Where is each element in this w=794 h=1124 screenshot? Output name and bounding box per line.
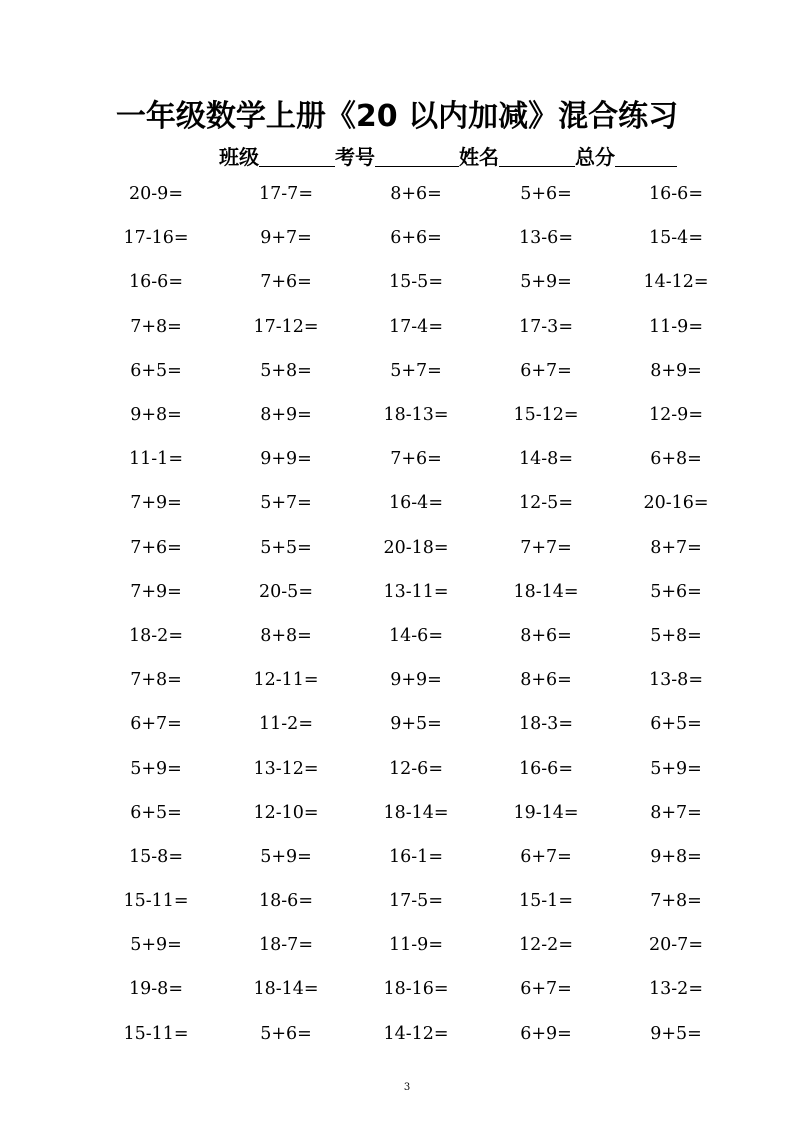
math-problem: 5+6= — [520, 184, 572, 205]
problem-row — [91, 349, 751, 393]
problem-row — [91, 172, 751, 216]
math-problem: 7+6= — [130, 537, 182, 558]
math-problem: 7+8= — [130, 670, 182, 691]
math-problem: 13-8= — [649, 670, 703, 691]
total-score-field[interactable] — [575, 144, 677, 170]
math-problem: 7+8= — [650, 891, 702, 912]
total-score-label: 总分 — [575, 145, 615, 169]
math-problem: 16-6= — [649, 184, 703, 205]
math-problem: 16-1= — [389, 846, 443, 867]
math-problem: 7+7= — [520, 537, 572, 558]
math-problem: 20-5= — [259, 581, 313, 602]
math-problem: 13-6= — [519, 228, 573, 249]
page-number: 3 — [403, 1082, 411, 1093]
math-problem: 18-7= — [259, 935, 313, 956]
math-problem: 12-5= — [519, 493, 573, 514]
math-problem: 14-6= — [389, 625, 443, 646]
math-problem: 6+8= — [650, 449, 702, 470]
problem-row — [91, 879, 751, 923]
math-problem: 6+5= — [130, 802, 182, 823]
problem-row — [91, 1012, 751, 1056]
math-problem: 5+6= — [260, 1023, 312, 1044]
math-problem: 20-16= — [643, 493, 709, 514]
math-problem: 16-6= — [519, 758, 573, 779]
math-problem: 18-14= — [383, 802, 449, 823]
math-problem: 6+7= — [520, 846, 572, 867]
math-problem: 16-4= — [389, 493, 443, 514]
class-label: 班级 — [219, 145, 259, 169]
math-problem: 9+9= — [390, 670, 442, 691]
math-problem: 7+8= — [130, 316, 182, 337]
math-problem: 9+5= — [390, 714, 442, 735]
math-problem: 5+9= — [130, 758, 182, 779]
math-problem: 17-4= — [389, 316, 443, 337]
math-problem: 15-12= — [513, 405, 579, 426]
math-problem: 18-16= — [383, 979, 449, 1000]
math-problem: 6+7= — [520, 979, 572, 1000]
worksheet-title: 一年级数学上册《20 以内加减》混合练习 — [115, 99, 679, 134]
math-problem: 12-9= — [649, 405, 703, 426]
math-problem: 20-18= — [383, 537, 449, 558]
math-problem: 8+6= — [520, 670, 572, 691]
math-problem: 5+8= — [650, 625, 702, 646]
math-problem: 5+5= — [260, 537, 312, 558]
math-problem: 18-13= — [383, 405, 449, 426]
name-field[interactable] — [459, 144, 575, 170]
math-problem: 20-9= — [129, 184, 183, 205]
math-problem: 13-2= — [649, 979, 703, 1000]
problem-row — [91, 658, 751, 702]
math-problem: 6+6= — [390, 228, 442, 249]
math-problem: 14-8= — [519, 449, 573, 470]
math-problem: 17-12= — [253, 316, 319, 337]
math-problem: 17-16= — [123, 228, 189, 249]
math-problem: 19-8= — [129, 979, 183, 1000]
math-problem: 9+8= — [130, 405, 182, 426]
math-problem: 7+9= — [130, 581, 182, 602]
name-blank[interactable] — [499, 146, 575, 167]
math-problem: 7+9= — [130, 493, 182, 514]
math-problem: 15-5= — [389, 272, 443, 293]
math-problem: 7+6= — [260, 272, 312, 293]
math-problem: 6+5= — [650, 714, 702, 735]
problem-row — [91, 923, 751, 967]
math-problem: 11-1= — [129, 449, 183, 470]
math-problem: 16-6= — [129, 272, 183, 293]
math-problem: 14-12= — [643, 272, 709, 293]
math-problem: 13-11= — [383, 581, 449, 602]
math-problem: 12-2= — [519, 935, 573, 956]
math-problem: 20-7= — [649, 935, 703, 956]
math-problem: 8+7= — [650, 802, 702, 823]
math-problem: 11-9= — [649, 316, 703, 337]
problem-grid — [91, 172, 751, 1056]
math-problem: 18-14= — [253, 979, 319, 1000]
total-score-blank[interactable] — [615, 146, 677, 167]
math-problem: 15-1= — [519, 891, 573, 912]
math-problem: 6+7= — [520, 360, 572, 381]
math-problem: 6+9= — [520, 1023, 572, 1044]
problem-row — [91, 791, 751, 835]
math-problem: 6+5= — [130, 360, 182, 381]
math-problem: 7+6= — [390, 449, 442, 470]
math-problem: 11-9= — [389, 935, 443, 956]
math-problem: 11-2= — [259, 714, 313, 735]
math-problem: 15-8= — [129, 846, 183, 867]
math-problem: 17-7= — [259, 184, 313, 205]
name-label: 姓名 — [459, 145, 499, 169]
math-problem: 5+9= — [650, 758, 702, 779]
math-problem: 14-12= — [383, 1023, 449, 1044]
math-problem: 19-14= — [513, 802, 579, 823]
math-problem: 18-6= — [259, 891, 313, 912]
problem-row — [91, 570, 751, 614]
math-problem: 5+7= — [390, 360, 442, 381]
problem-row — [91, 260, 751, 304]
math-problem: 5+8= — [260, 360, 312, 381]
math-problem: 6+7= — [130, 714, 182, 735]
exam-number-blank[interactable] — [375, 146, 459, 167]
math-problem: 8+6= — [520, 625, 572, 646]
math-problem: 18-3= — [519, 714, 573, 735]
math-problem: 17-5= — [389, 891, 443, 912]
math-problem: 9+7= — [260, 228, 312, 249]
math-problem: 8+8= — [260, 625, 312, 646]
math-problem: 5+9= — [130, 935, 182, 956]
problem-row — [91, 702, 751, 746]
math-problem: 9+9= — [260, 449, 312, 470]
math-problem: 9+8= — [650, 846, 702, 867]
math-problem: 15-11= — [123, 891, 189, 912]
problem-row — [91, 437, 751, 481]
problem-row — [91, 614, 751, 658]
math-problem: 18-2= — [129, 625, 183, 646]
problem-row — [91, 526, 751, 570]
math-problem: 18-14= — [513, 581, 579, 602]
math-problem: 8+9= — [260, 405, 312, 426]
math-problem: 9+5= — [650, 1023, 702, 1044]
exam-number-label: 考号 — [335, 145, 375, 169]
math-problem: 15-4= — [649, 228, 703, 249]
problem-row — [91, 216, 751, 260]
class-field[interactable] — [219, 144, 335, 170]
problem-row — [91, 835, 751, 879]
student-info-fields — [219, 140, 677, 170]
math-problem: 5+6= — [650, 581, 702, 602]
math-problem: 12-11= — [253, 670, 319, 691]
math-problem: 12-10= — [253, 802, 319, 823]
problem-row — [91, 481, 751, 525]
problem-row — [91, 746, 751, 790]
problem-row — [91, 967, 751, 1011]
math-problem: 8+9= — [650, 360, 702, 381]
math-problem: 5+9= — [260, 846, 312, 867]
math-problem: 5+7= — [260, 493, 312, 514]
class-blank[interactable] — [259, 146, 335, 167]
exam-number-field[interactable] — [335, 144, 459, 170]
math-problem: 8+7= — [650, 537, 702, 558]
problem-row — [91, 305, 751, 349]
math-problem: 17-3= — [519, 316, 573, 337]
math-problem: 13-12= — [253, 758, 319, 779]
problem-row — [91, 393, 751, 437]
math-problem: 5+9= — [520, 272, 572, 293]
math-problem: 12-6= — [389, 758, 443, 779]
math-problem: 15-11= — [123, 1023, 189, 1044]
math-problem: 8+6= — [390, 184, 442, 205]
